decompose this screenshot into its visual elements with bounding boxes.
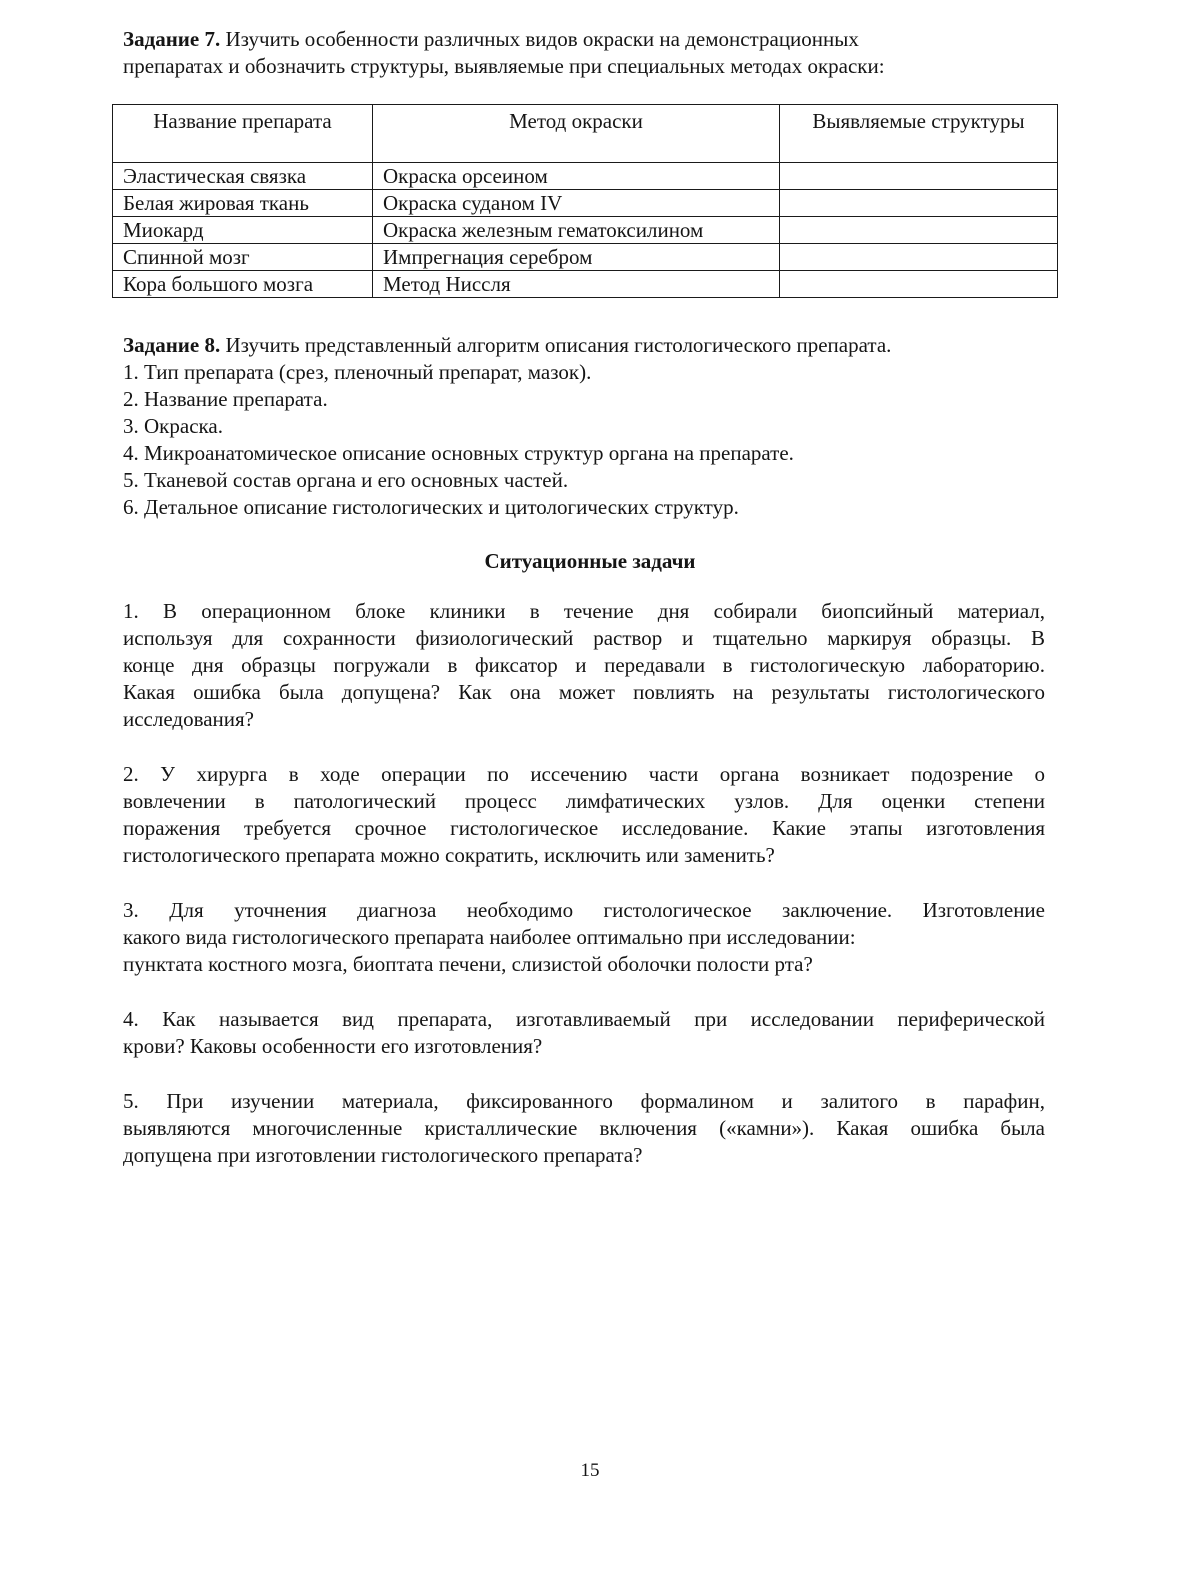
section-title: Ситуационные задачи — [484, 549, 696, 573]
task8-label: Задание 8. — [123, 333, 221, 357]
cell-revealed-structures[interactable] — [780, 244, 1058, 271]
table-row — [113, 271, 1058, 298]
cell-staining-method: Окраска суданом IV — [373, 190, 780, 217]
cell-staining-method: Окраска орсеином — [373, 163, 780, 190]
task8-step: 1. Тип препарата (срез, пленочный препарат, мазок). — [123, 360, 592, 384]
cell-revealed-structures[interactable] — [780, 271, 1058, 298]
problem-line: гистологического препарата можно сократить, исключить или заменить? — [123, 843, 775, 867]
problem-line: Какая ошибка была допущена? Как она может повлиять на результаты гистологического — [123, 680, 1045, 704]
task8-intro: Изучить представленный алгоритм описания гистологического препарата. — [225, 333, 892, 357]
problem-line: вовлечении в патологический процесс лимфатических узлов. Для оценки степени — [123, 789, 1045, 813]
task7-line2: препаратах и обозначить структуры, выявляемые при специальных методах окраски: — [123, 54, 885, 78]
task7-label: Задание 7. — [123, 27, 221, 51]
task8-step: 4. Микроанатомическое описание основных структур органа на препарате. — [123, 441, 794, 465]
problem-line: какого вида гистологического препарата наиболее оптимально при исследовании: — [123, 925, 856, 949]
cell-preparation-name: Спинной мозг — [113, 244, 373, 271]
table-row — [113, 217, 1058, 244]
cell-preparation-name: Белая жировая ткань — [113, 190, 373, 217]
problem-line: допущена при изготовлении гистологического препарата? — [123, 1143, 643, 1167]
header-revealed-structures: Выявляемые структуры — [780, 105, 1058, 163]
cell-revealed-structures[interactable] — [780, 163, 1058, 190]
problem-line: 3. Для уточнения диагноза необходимо гистологическое заключение. Изготовление — [123, 898, 1045, 922]
task8-step: 6. Детальное описание гистологических и цитологических структур. — [123, 495, 739, 519]
page-number: 15 — [580, 1460, 600, 1481]
cell-staining-method: Окраска железным гематоксилином — [373, 217, 780, 244]
table-row — [113, 190, 1058, 217]
problem-line: 5. При изучении материала, фиксированного формалином и залитого в парафин, — [123, 1089, 1045, 1113]
problem-line: конце дня образцы погружали в фиксатор и передавали в гистологическую лабораторию. — [123, 653, 1045, 677]
task8-step: 3. Окраска. — [123, 414, 223, 438]
cell-staining-method: Импрегнация серебром — [373, 244, 780, 271]
cell-preparation-name: Миокард — [113, 217, 373, 244]
problem-line: крови? Каковы особенности его изготовления? — [123, 1034, 543, 1058]
task8-step: 5. Тканевой состав органа и его основных частей. — [123, 468, 569, 492]
task8-step: 2. Название препарата. — [123, 387, 328, 411]
problem-line: используя для сохранности физиологический раствор и тщательно маркируя образцы. В — [123, 626, 1045, 650]
task7-line1 — [123, 26, 859, 52]
problem-line: пунктата костного мозга, биоптата печени, слизистой оболочки полости рта? — [123, 952, 813, 976]
header-staining-method: Метод окраски — [373, 105, 780, 163]
problem-line: поражения требуется срочное гистологическое исследование. Какие этапы изготовления — [123, 816, 1045, 840]
table-row — [113, 163, 1058, 190]
table-header-row — [113, 105, 1058, 163]
task8-heading — [123, 332, 891, 358]
header-preparation-name: Название препарата — [113, 105, 373, 163]
cell-preparation-name: Кора большого мозга — [113, 271, 373, 298]
problem-line: 2. У хирурга в ходе операции по иссечению части органа возникает подозрение о — [123, 762, 1045, 786]
task7-text-line1: Изучить особенности различных видов окраски на демонстрационных — [225, 27, 859, 51]
problem-line: 1. В операционном блоке клиники в течение дня собирали биопсийный материал, — [123, 599, 1045, 623]
cell-revealed-structures[interactable] — [780, 217, 1058, 244]
staining-table — [112, 104, 1058, 298]
problem-line: исследования? — [123, 707, 255, 731]
cell-revealed-structures[interactable] — [780, 190, 1058, 217]
cell-preparation-name: Эластическая связка — [113, 163, 373, 190]
problem-line: выявляются многочисленные кристаллические включения («камни»). Какая ошибка была — [123, 1116, 1045, 1140]
cell-staining-method: Метод Ниссля — [373, 271, 780, 298]
table-row — [113, 244, 1058, 271]
problem-line: 4. Как называется вид препарата, изготавливаемый при исследовании периферической — [123, 1007, 1045, 1031]
